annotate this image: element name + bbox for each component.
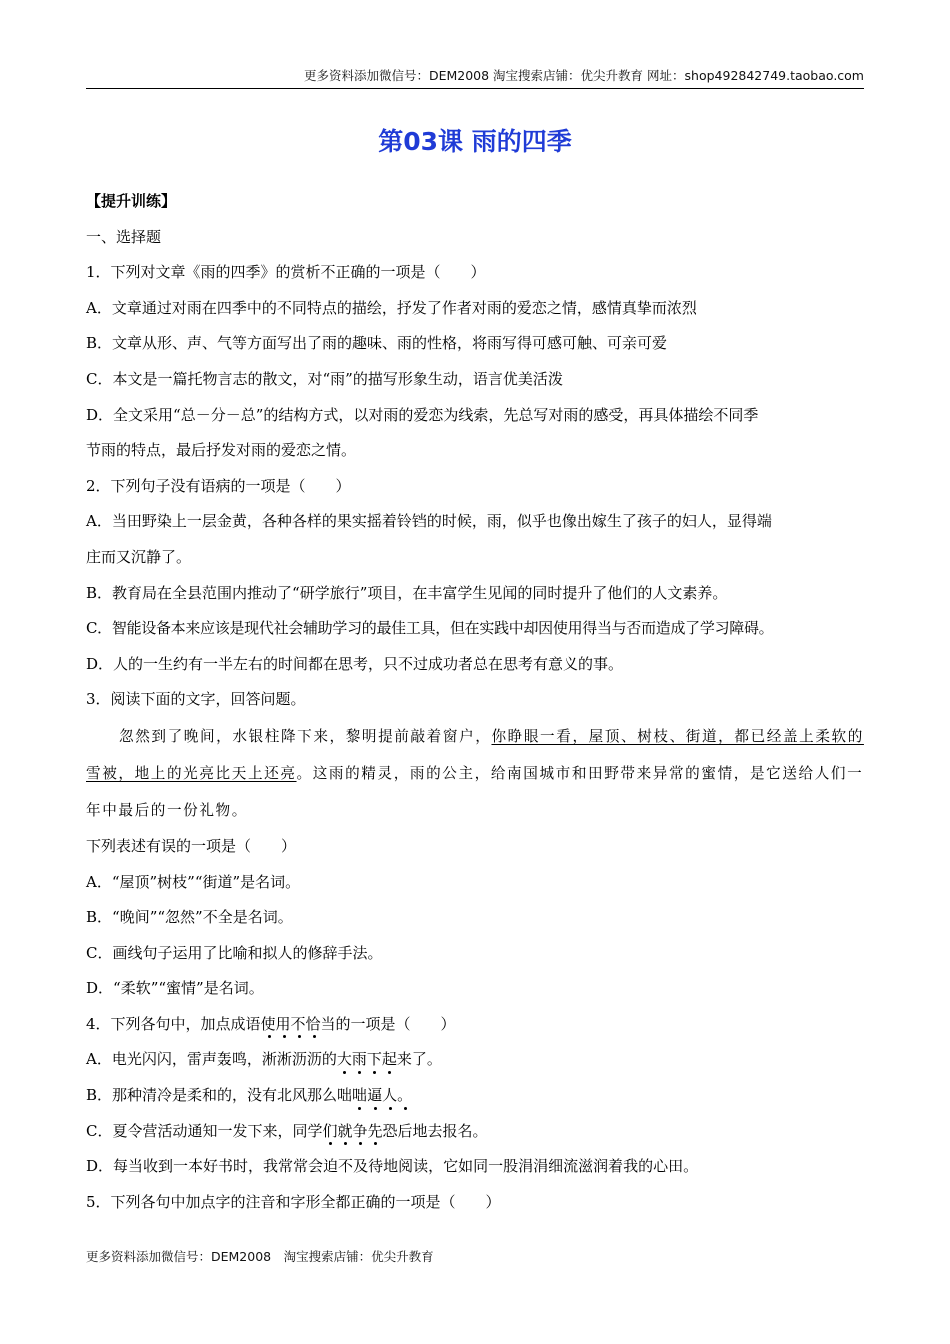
q1-option-d-line1: D．全文采用“总－分－总”的结构方式，以对雨的爱恋为线索，先总写对雨的感受，再具体描绘不同季 [86, 405, 759, 424]
q4-stem: 4．下列各句中，加点成语使用不恰当的一项是（ ） [86, 1014, 456, 1033]
dotted-char: 逼 [367, 1078, 382, 1114]
dotted-idiom [352, 1122, 412, 1140]
q1-option-b: B．文章从形、声、气等方面写出了雨的趣味、雨的性格，将雨写得可感可触、可亲可爱 [86, 334, 668, 353]
q5-stem: 5．下列各句中加点字的注音和字形全都正确的一项是（ ） [86, 1192, 501, 1211]
q2-option-a-line2: 庄而又沉静了。 [86, 547, 192, 566]
q2-stem: 2．下列句子没有语病的一项是（ ） [86, 476, 351, 495]
q3-option-b: B．“晚间”“忽然”不全是名词。 [86, 908, 293, 927]
q1-stem: 1．下列对文章《雨的四季》的赏析不正确的一项是（ ） [86, 263, 486, 282]
page-footer: 更多资料添加微信号：DEM2008 淘宝搜索店铺：优尖升教育 [86, 1249, 434, 1264]
underlined-sentence: 你睁眼一看，屋顶、树枝、街道，都已经盖上柔软的雪被，地上的光亮比天上还亮 [86, 727, 864, 782]
q3-passage [86, 718, 866, 829]
dotted-char: 咄 [337, 1078, 352, 1114]
dotted-char: 沥 [292, 1042, 307, 1078]
q3-option-a: A．“屋顶”树枝”“街道”是名词。 [86, 872, 301, 891]
q4-c-text-end: 地去报名。 [412, 1121, 488, 1140]
dotted-char: 淅 [277, 1042, 292, 1078]
q2-option-c: C．智能设备本来应该是现代社会辅助学习的最佳工具，但在实践中却因使用得当与否而造成了学习障碍。 [86, 619, 774, 638]
page-header: 更多资料添加微信号：DEM2008 淘宝搜索店铺：优尖升教育 网址：shop492842749.taobao.com [303, 68, 864, 83]
q4-a-text-end: 的大雨下起来了。 [321, 1050, 442, 1069]
q2-option-a-line1: A．当田野染上一层金黄，各种各样的果实摇着铃铛的时候，雨，似乎也像出嫁生了孩子的妇人，显得端 [86, 512, 772, 531]
dotted-idiom [323, 1157, 383, 1175]
document-body [86, 184, 866, 1220]
q1-option-c: C．本文是一篇托物言志的散文，对“雨”的描写形象生动，语言优美活泼 [86, 369, 563, 388]
dotted-char: 迫 [323, 1149, 338, 1185]
q4-a-text: A．电光闪闪，雷声轰鸣， [86, 1050, 262, 1069]
page-title: 第03课 雨的四季 [378, 127, 572, 156]
q2-option-b: B．教育局在全县范围内推动了“研学旅行”项目，在丰富学生见闻的同时提升了他们的人文素养。 [86, 583, 728, 602]
passage-text: 忽然到了晚间，水银柱降下来，黎明提前敲着窗户， [119, 727, 492, 745]
q4-option-a [86, 1042, 866, 1078]
q1-option-a: A．文章通过对雨在四季中的不同特点的描绘，抒发了作者对雨的爱恋之情，感情真挚而浓烈 [86, 298, 697, 317]
dotted-char: 沥 [307, 1042, 322, 1078]
dotted-idiom [337, 1086, 397, 1104]
dotted-char: 淅 [262, 1042, 277, 1078]
dotted-char: 不 [338, 1149, 353, 1185]
dotted-char: 及 [353, 1149, 368, 1185]
q3-ask: 下列表述有误的一项是（ ） [86, 836, 297, 855]
q3-option-d: D．“柔软”“蜜情”是名词。 [86, 979, 264, 998]
q4-d-text-end: 地阅读，它如同一股涓涓细流滋润着我的心田。 [383, 1157, 699, 1176]
header-divider [86, 88, 864, 89]
dotted-char: 恐 [383, 1114, 398, 1150]
dotted-char: 待 [368, 1149, 383, 1185]
q4-option-d [86, 1149, 866, 1185]
section-heading: 一、选择题 [86, 227, 162, 246]
q4-option-b [86, 1078, 866, 1114]
q3-stem: 3．阅读下面的文字，回答问题。 [86, 690, 306, 709]
section-tag: 【提升训练】 [86, 192, 177, 210]
q4-option-c [86, 1114, 866, 1150]
q2-option-d: D．人的一生约有一半左右的时间都在思考，只不过成功者总在思考有意义的事。 [86, 654, 624, 673]
q1-option-d-line2: 节雨的特点，最后抒发对雨的爱恋之情。 [86, 441, 357, 460]
passage-text-end: 。这雨的精灵，雨的公主，给南国城市和田野带来异常的蜜情，是它送给人们一年中最后的一份礼物。 [86, 764, 864, 819]
q3-option-c: C．画线句子运用了比喻和拟人的修辞手法。 [86, 943, 383, 962]
dotted-char: 人 [382, 1078, 397, 1114]
dotted-char: 先 [368, 1114, 383, 1150]
dotted-idiom [262, 1050, 322, 1068]
dotted-char: 咄 [352, 1078, 367, 1114]
dotted-char: 争 [352, 1114, 367, 1150]
q4-c-text: C．夏令营活动通知一发下来，同学们就 [86, 1121, 353, 1140]
q4-d-text: D．每当收到一本好书时，我常常会 [86, 1157, 324, 1176]
q4-b-text-end: 。 [397, 1086, 413, 1105]
q4-b-text: B．那种清冷是柔和的，没有北风那么 [86, 1086, 338, 1105]
dotted-char: 后 [398, 1114, 413, 1150]
